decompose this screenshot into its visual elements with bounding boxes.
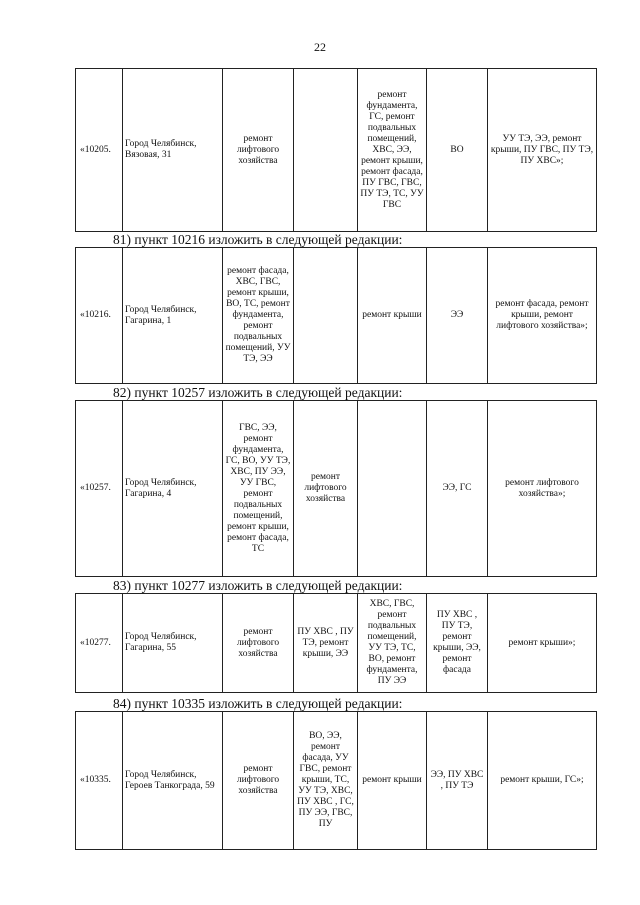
address-cell: Город Челябинск, Гагарина, 55	[123, 594, 223, 693]
works-cell: ВО	[427, 69, 488, 232]
works-cell	[294, 248, 358, 384]
item-number: «10216.	[76, 248, 123, 384]
table-10216	[75, 247, 597, 384]
table-10205	[75, 68, 597, 232]
instruction-83: 83) пункт 10277 изложить в следующей редакции:	[113, 578, 403, 593]
item-number: «10277.	[76, 594, 123, 693]
works-cell: ремонт крыши	[358, 248, 427, 384]
works-cell: ремонт фасада, ремонт крыши, ремонт лифтового хозяйства»;	[488, 248, 597, 384]
works-cell: ЭЭ, ПУ ХВС , ПУ ТЭ	[427, 712, 488, 850]
item-number: «10257.	[76, 401, 123, 577]
works-cell: ЭЭ	[427, 248, 488, 384]
works-cell	[358, 401, 427, 577]
works-cell: ремонт фасада, ХВС, ГВС, ремонт крыши, ВО, ТС, ремонт фундамента, ремонт подвальных помещений, УУ ТЭ, ЭЭ	[223, 248, 294, 384]
works-cell: ЭЭ, ГС	[427, 401, 488, 577]
works-cell: ремонт лифтового хозяйства	[223, 594, 294, 693]
instruction-82: 82) пункт 10257 изложить в следующей редакции:	[113, 385, 403, 400]
works-cell: УУ ТЭ, ЭЭ, ремонт крыши, ПУ ГВС, ПУ ТЭ, ПУ ХВС»;	[488, 69, 597, 232]
works-cell: ремонт лифтового хозяйства	[294, 401, 358, 577]
works-cell: ремонт крыши	[358, 712, 427, 850]
address-cell: Город Челябинск, Героев Танкограда, 59	[123, 712, 223, 850]
address-cell: Город Челябинск, Вязовая, 31	[123, 69, 223, 232]
table-10335	[75, 711, 597, 850]
works-cell: ремонт крыши»;	[488, 594, 597, 693]
works-cell: ХВС, ГВС, ремонт подвальных помещений, УУ ТЭ, ТС, ВО, ремонт фундамента, ПУ ЭЭ	[358, 594, 427, 693]
item-number: «10335.	[76, 712, 123, 850]
item-number: «10205.	[76, 69, 123, 232]
table-10257	[75, 400, 597, 577]
works-cell: ремонт лифтового хозяйства	[223, 69, 294, 232]
works-cell: ПУ ХВС , ПУ ТЭ, ремонт крыши, ЭЭ	[294, 594, 358, 693]
works-cell: ремонт лифтового хозяйства	[223, 712, 294, 850]
works-cell: ПУ ХВС , ПУ ТЭ, ремонт крыши, ЭЭ, ремонт фасада	[427, 594, 488, 693]
works-cell: ГВС, ЭЭ, ремонт фундамента, ГС, ВО, УУ ТЭ, ХВС, ПУ ЭЭ, УУ ГВС, ремонт подвальных помещений, ремонт крыши, ремонт фасада, ТС	[223, 401, 294, 577]
works-cell: ремонт фундамента, ГС, ремонт подвальных помещений, ХВС, ЭЭ, ремонт крыши, ремонт фасада, ПУ ГВС, ГВС, ПУ ТЭ, ТС, УУ ГВС	[358, 69, 427, 232]
works-cell	[294, 69, 358, 232]
table-10277	[75, 593, 597, 693]
table-row	[76, 594, 597, 693]
table-row	[76, 401, 597, 577]
works-cell: ремонт лифтового хозяйства»;	[488, 401, 597, 577]
instruction-81: 81) пункт 10216 изложить в следующей редакции:	[113, 232, 403, 247]
table-row	[76, 248, 597, 384]
works-cell: ВО, ЭЭ, ремонт фасада, УУ ГВС, ремонт крыши, ТС, УУ ТЭ, ХВС, ПУ ХВС , ГС, ПУ ЭЭ, ГВС, ПУ	[294, 712, 358, 850]
table-row	[76, 69, 597, 232]
instruction-84: 84) пункт 10335 изложить в следующей редакции:	[113, 696, 403, 711]
works-cell: ремонт крыши, ГС»;	[488, 712, 597, 850]
page-number: 22	[314, 40, 326, 54]
table-row	[76, 712, 597, 850]
address-cell: Город Челябинск, Гагарина, 1	[123, 248, 223, 384]
address-cell: Город Челябинск, Гагарина, 4	[123, 401, 223, 577]
